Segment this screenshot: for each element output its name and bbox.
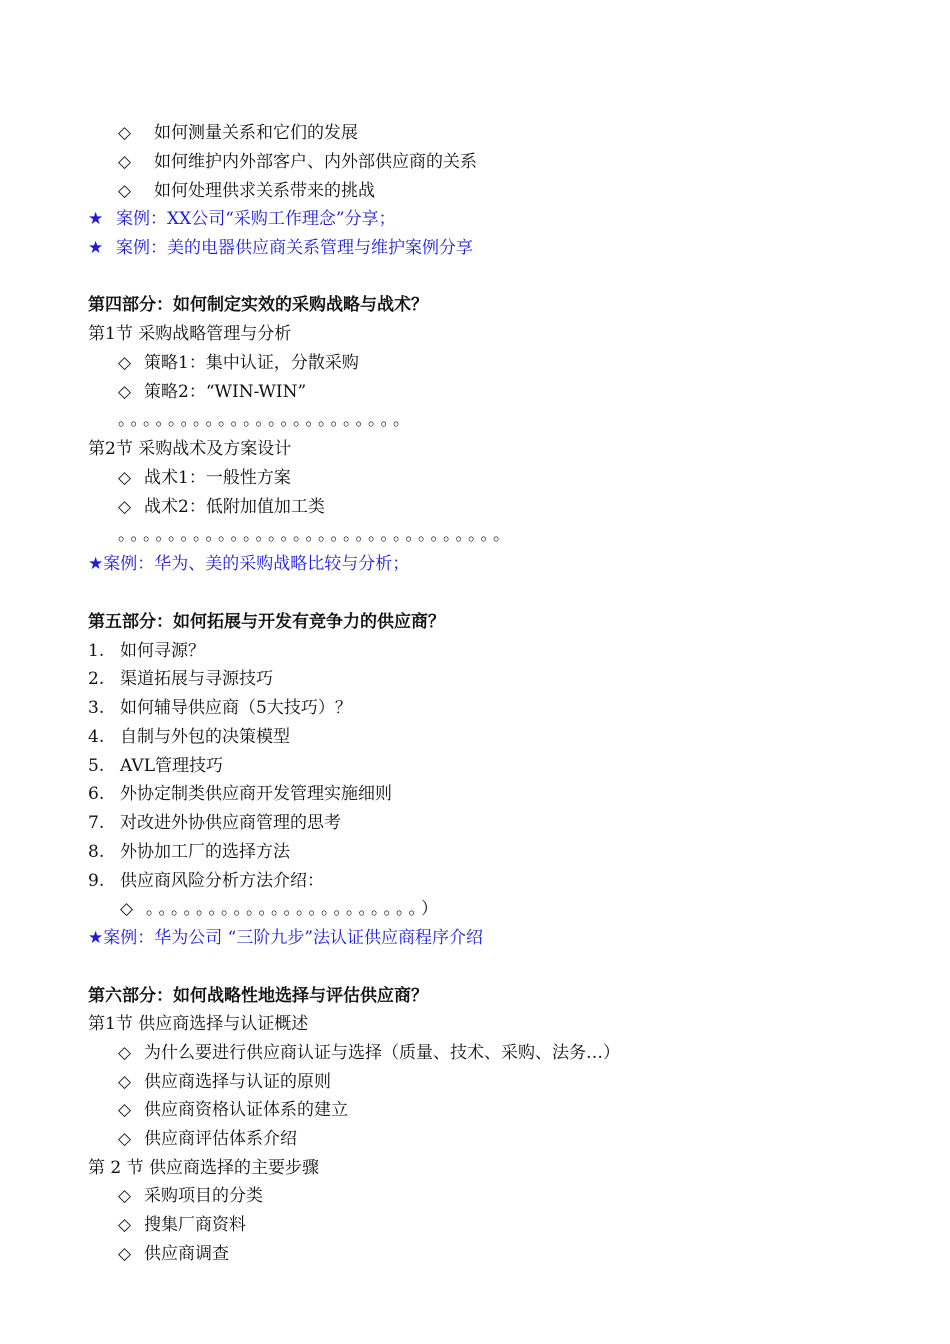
part6-section1-item-2: ◇ 供应商选择与认证的原则 (118, 1072, 331, 1092)
diamond-icon: ◇ (118, 1072, 132, 1092)
part3-case-2: ★ 案例：美的电器供应商关系管理与维护案例分享 (88, 238, 473, 258)
diamond-icon: ◇ (118, 468, 132, 488)
part6-section2-title: 第 2 节 供应商选择的主要步骤 (88, 1158, 320, 1178)
diamond-icon: ◇ (118, 497, 132, 517)
part4-section2-title: 第2节 采购战术及方案设计 (88, 439, 292, 459)
diamond-icon: ◇ (118, 1244, 132, 1264)
diamond-icon: ◇ (118, 1043, 132, 1063)
part4-section1-item-1: ◇ 策略1：集中认证，分散采购 (118, 353, 359, 373)
part4-ellipsis-1: 。。。。。。。。。。。。。。。。。。。。。。。 (118, 410, 414, 430)
diamond-icon: ◇ (118, 181, 132, 201)
part4-case: ★案例：华为、美的采购战略比较与分析； (88, 554, 410, 574)
diamond-icon: ◇ (118, 353, 132, 373)
part6-section1-item-3: ◇ 供应商资格认证体系的建立 (118, 1100, 348, 1120)
part6-section2-item-1: ◇ 采购项目的分类 (118, 1186, 263, 1206)
star-icon: ★ (88, 928, 104, 948)
part3-item-2: ◇ 如何维护内外部客户、内外部供应商的关系 (118, 152, 477, 172)
diamond-icon: ◇ (118, 1215, 132, 1235)
part3-case-1: ★ 案例：XX公司“采购工作理念”分享； (88, 209, 396, 229)
part4-section1-title: 第1节 采购战略管理与分析 (88, 324, 292, 344)
diamond-icon: ◇ (118, 152, 132, 172)
part6-section1-item-4: ◇ 供应商评估体系介绍 (118, 1129, 297, 1149)
part5-item-9: 9. 供应商风险分析方法介绍： (88, 871, 324, 891)
part5-item-8: 8. 外协加工厂的选择方法 (88, 842, 290, 862)
part3-item-1: ◇ 如何测量关系和它们的发展 (118, 123, 358, 143)
part5-item-5: 5. AVL管理技巧 (88, 756, 223, 776)
part3-item-3: ◇ 如何处理供求关系带来的挑战 (118, 181, 375, 201)
part5-item-1: 1. 如何寻源？ (88, 641, 205, 661)
part5-case: ★案例：华为公司 “三阶九步”法认证供应商程序介绍 (88, 928, 484, 948)
part5-heading: 第五部分：如何拓展与开发有竞争力的供应商？ (88, 612, 445, 632)
part5-ellipsis: ◇ 。。。。。。。。。。。。。。。。。。。。。。） (120, 899, 442, 919)
part6-section1-item-1: ◇ 为什么要进行供应商认证与选择（质量、技术、采购、法务…） (118, 1043, 620, 1063)
star-icon: ★ (88, 238, 104, 258)
part5-item-7: 7. 对改进外协供应商管理的思考 (88, 813, 341, 833)
part6-section1-title: 第1节 供应商选择与认证概述 (88, 1014, 309, 1034)
star-icon: ★ (88, 554, 104, 574)
diamond-icon: ◇ (120, 899, 134, 919)
part4-section2-item-1: ◇ 战术1：一般性方案 (118, 468, 291, 488)
diamond-icon: ◇ (118, 1129, 132, 1149)
star-icon: ★ (88, 209, 104, 229)
part5-item-3: 3. 如何辅导供应商（5大技巧）？ (88, 698, 352, 718)
part4-heading: 第四部分：如何制定实效的采购战略与战术？ (88, 295, 428, 315)
part4-section2-item-2: ◇ 战术2：低附加值加工类 (118, 497, 325, 517)
diamond-icon: ◇ (118, 1100, 132, 1120)
part5-item-4: 4. 自制与外包的决策模型 (88, 727, 290, 747)
part6-section2-item-2: ◇ 搜集厂商资料 (118, 1215, 246, 1235)
part5-item-6: 6. 外协定制类供应商开发管理实施细则 (88, 784, 392, 804)
part4-ellipsis-2: 。。。。。。。。。。。。。。。。。。。。。。。。。。。。。。。 (118, 525, 514, 545)
part5-item-2: 2. 渠道拓展与寻源技巧 (88, 669, 273, 689)
part6-heading: 第六部分：如何战略性地选择与评估供应商？ (88, 986, 428, 1006)
part6-section2-item-3: ◇ 供应商调查 (118, 1244, 229, 1264)
diamond-icon: ◇ (118, 382, 132, 402)
diamond-icon: ◇ (118, 1186, 132, 1206)
diamond-icon: ◇ (118, 123, 132, 143)
part4-section1-item-2: ◇ 策略2：“WIN-WIN” (118, 382, 307, 402)
